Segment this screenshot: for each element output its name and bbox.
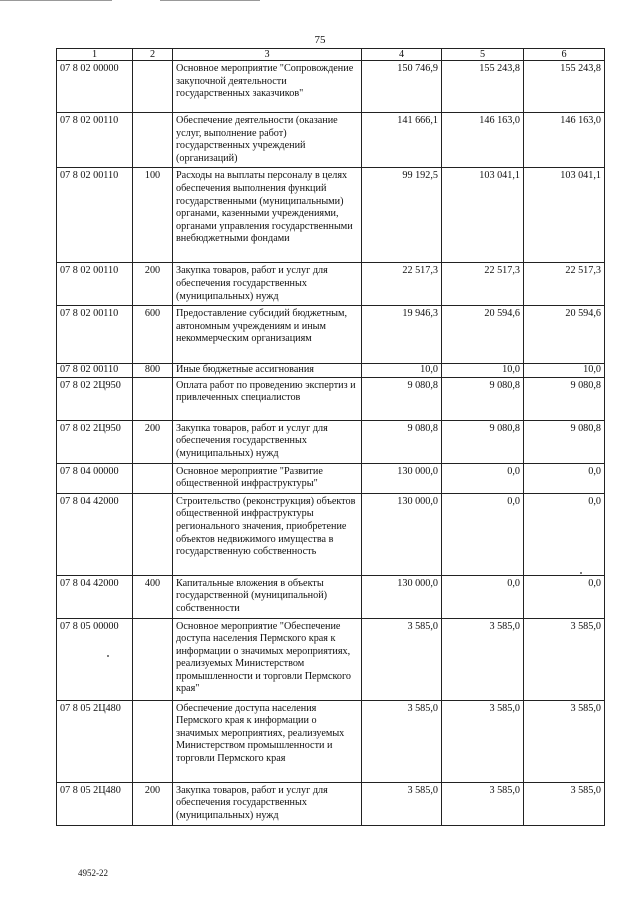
table-row [57, 420, 605, 463]
row-name: Обеспечение доступа населения Пермского края к информации о значимых мероприятиях, реализуемых Министерством промышленности и торговли Пермского края [173, 700, 362, 782]
row-code: 07 8 04 00000 [57, 463, 133, 493]
row-code: 07 8 04 42000 [57, 575, 133, 618]
table-row [57, 463, 605, 493]
row-value-year2: 146 163,0 [442, 113, 524, 168]
row-expense-type: 600 [133, 306, 173, 364]
row-code: 07 8 05 2Ц480 [57, 782, 133, 825]
row-value-year3: 9 080,8 [524, 377, 605, 420]
row-value-year3: 22 517,3 [524, 263, 605, 306]
row-value-year3: 3 585,0 [524, 618, 605, 700]
table-row [57, 575, 605, 618]
row-name: Закупка товаров, работ и услуг для обеспечения государственных (муниципальных) нужд [173, 263, 362, 306]
row-expense-type [133, 61, 173, 113]
row-name: Обеспечение деятельности (оказание услуг, выполнение работ) государственных учреждений (организаций) [173, 113, 362, 168]
row-expense-type [133, 700, 173, 782]
row-value-year1: 22 517,3 [362, 263, 442, 306]
row-value-year1: 19 946,3 [362, 306, 442, 364]
row-value-year3: 3 585,0 [524, 700, 605, 782]
row-expense-type [133, 377, 173, 420]
table-row [57, 306, 605, 364]
row-expense-type [133, 113, 173, 168]
document-code: 4952-22 [78, 868, 108, 878]
table-row [57, 618, 605, 700]
row-name: Закупка товаров, работ и услуг для обеспечения государственных (муниципальных) нужд [173, 782, 362, 825]
row-expense-type: 800 [133, 364, 173, 378]
table-row [57, 263, 605, 306]
row-value-year2: 3 585,0 [442, 618, 524, 700]
row-value-year3: 146 163,0 [524, 113, 605, 168]
column-header: 6 [524, 49, 605, 61]
row-name: Предоставление субсидий бюджетным, автономным учреждениям и иным некоммерческим организациям [173, 306, 362, 364]
row-code: 07 8 02 00000 [57, 61, 133, 113]
scan-speck [107, 655, 109, 657]
row-code: 07 8 05 2Ц480 [57, 700, 133, 782]
row-name: Оплата работ по проведению экспертиз и привлеченных специалистов [173, 377, 362, 420]
column-header: 1 [57, 49, 133, 61]
row-value-year1: 9 080,8 [362, 377, 442, 420]
row-code: 07 8 02 2Ц950 [57, 377, 133, 420]
row-value-year2: 22 517,3 [442, 263, 524, 306]
table-row [57, 113, 605, 168]
row-name: Основное мероприятие "Сопровождение закупочной деятельности государственных заказчиков" [173, 61, 362, 113]
row-value-year3: 20 594,6 [524, 306, 605, 364]
row-code: 07 8 05 00000 [57, 618, 133, 700]
row-value-year2: 0,0 [442, 493, 524, 575]
scan-speck [580, 572, 582, 574]
table-row [57, 377, 605, 420]
row-value-year3: 10,0 [524, 364, 605, 378]
row-value-year1: 10,0 [362, 364, 442, 378]
row-value-year1: 9 080,8 [362, 420, 442, 463]
row-code: 07 8 02 00110 [57, 306, 133, 364]
top-rule-left [0, 0, 112, 1]
row-name: Капитальные вложения в объекты государственной (муниципальной) собственности [173, 575, 362, 618]
row-value-year3: 0,0 [524, 575, 605, 618]
row-code: 07 8 02 2Ц950 [57, 420, 133, 463]
row-code: 07 8 02 00110 [57, 364, 133, 378]
row-expense-type: 100 [133, 168, 173, 263]
row-name: Основное мероприятие "Развитие общественной инфраструктуры" [173, 463, 362, 493]
row-name: Закупка товаров, работ и услуг для обеспечения государственных (муниципальных) нужд [173, 420, 362, 463]
column-header: 3 [173, 49, 362, 61]
column-header: 5 [442, 49, 524, 61]
row-expense-type [133, 493, 173, 575]
row-value-year2: 0,0 [442, 575, 524, 618]
row-value-year1: 99 192,5 [362, 168, 442, 263]
row-value-year3: 3 585,0 [524, 782, 605, 825]
row-value-year2: 3 585,0 [442, 782, 524, 825]
row-expense-type: 200 [133, 782, 173, 825]
row-code: 07 8 02 00110 [57, 263, 133, 306]
row-value-year2: 0,0 [442, 463, 524, 493]
row-expense-type [133, 618, 173, 700]
table-header-row [57, 49, 605, 61]
row-value-year3: 0,0 [524, 463, 605, 493]
row-code: 07 8 02 00110 [57, 168, 133, 263]
row-value-year1: 130 000,0 [362, 493, 442, 575]
table-row [57, 168, 605, 263]
row-name: Основное мероприятие "Обеспечение доступа населения Пермского края к информации о значимых мероприятиях, реализуемых Министерством промышленности и торговли Пермского края" [173, 618, 362, 700]
table-row [57, 364, 605, 378]
row-value-year1: 3 585,0 [362, 700, 442, 782]
row-value-year1: 3 585,0 [362, 782, 442, 825]
row-expense-type: 400 [133, 575, 173, 618]
row-name: Иные бюджетные ассигнования [173, 364, 362, 378]
row-name: Строительство (реконструкция) объектов общественной инфраструктуры регионального значения, приобретение объектов недвижимого имущества в государственную собственность [173, 493, 362, 575]
row-value-year2: 20 594,6 [442, 306, 524, 364]
column-header: 2 [133, 49, 173, 61]
page-number: 75 [314, 34, 326, 46]
row-value-year3: 9 080,8 [524, 420, 605, 463]
column-header: 4 [362, 49, 442, 61]
table-row [57, 493, 605, 575]
row-value-year3: 155 243,8 [524, 61, 605, 113]
row-value-year1: 130 000,0 [362, 575, 442, 618]
row-value-year2: 155 243,8 [442, 61, 524, 113]
row-value-year2: 9 080,8 [442, 377, 524, 420]
row-code: 07 8 02 00110 [57, 113, 133, 168]
row-code: 07 8 04 42000 [57, 493, 133, 575]
row-name: Расходы на выплаты персоналу в целях обеспечения выполнения функций государственными (муниципальными) органами, казенными учреждениями, органами управления государственными внебюджетными фондами [173, 168, 362, 263]
budget-table [56, 48, 605, 826]
top-rule-right [160, 0, 260, 1]
row-value-year2: 10,0 [442, 364, 524, 378]
table-row [57, 782, 605, 825]
row-expense-type: 200 [133, 263, 173, 306]
row-value-year3: 103 041,1 [524, 168, 605, 263]
row-value-year2: 3 585,0 [442, 700, 524, 782]
row-expense-type [133, 463, 173, 493]
table-row [57, 700, 605, 782]
row-expense-type: 200 [133, 420, 173, 463]
table-row [57, 61, 605, 113]
row-value-year1: 3 585,0 [362, 618, 442, 700]
row-value-year1: 141 666,1 [362, 113, 442, 168]
row-value-year1: 150 746,9 [362, 61, 442, 113]
row-value-year1: 130 000,0 [362, 463, 442, 493]
row-value-year2: 9 080,8 [442, 420, 524, 463]
row-value-year3: 0,0 [524, 493, 605, 575]
row-value-year2: 103 041,1 [442, 168, 524, 263]
